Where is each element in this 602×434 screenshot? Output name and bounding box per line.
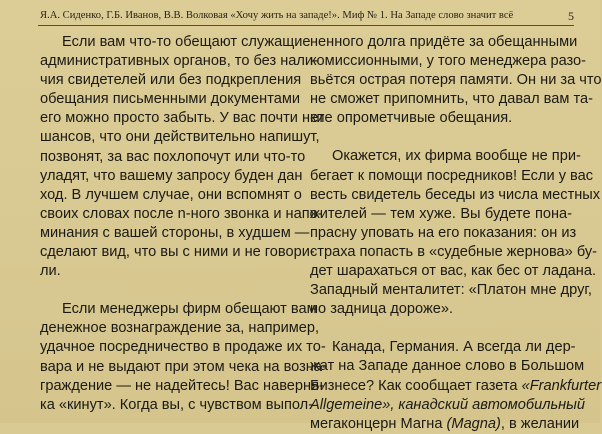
newspaper-name-italic: «Frankfurter bbox=[521, 377, 602, 394]
paragraph bbox=[40, 33, 325, 281]
text-line: удачное посредничество в продаже их то- bbox=[40, 339, 326, 356]
paragraph bbox=[310, 338, 602, 433]
running-header-title: Я.А. Сиденко, Г.Б. Иванов, В.В. Волковая «Хочу жить на западе!». Миф № 1. На Западе слово значит всё bbox=[40, 10, 514, 21]
text-line: весть свидетель беседы из числа местных bbox=[310, 186, 601, 203]
page-number: 5 bbox=[568, 9, 574, 23]
text-line: минания с вашей стороны, в худшем — bbox=[40, 224, 310, 241]
text-line: ненного долга придёте за обещанными bbox=[310, 34, 578, 50]
text-line: шансов, что они действительно напишут, bbox=[40, 129, 320, 146]
brand-name-italic: (Magna) bbox=[446, 415, 501, 432]
text-line: сделают вид, что вы с ними и не говори- bbox=[40, 244, 315, 261]
text-line: прасну уповать на его показания: он из bbox=[310, 224, 577, 241]
text-line: граждение — не надейтесь! Вас наверня- bbox=[40, 377, 324, 394]
newspaper-name-italic-cont: Allgemeine», канадский автомобильный bbox=[310, 396, 586, 413]
text-line: позвонят, за вас похлопочут или что-то bbox=[40, 148, 306, 165]
text-fragment: Бизнесе? Как сообщает газета bbox=[310, 377, 518, 394]
text-line: бегает к помощи посредников! Если у вас bbox=[310, 167, 594, 184]
text-line: вара и не выдают при этом чека на возна- bbox=[40, 358, 327, 375]
text-line: Западный менталитет: «Платон мне друг, bbox=[310, 282, 592, 299]
text-line: денежное вознаграждение за, например, bbox=[40, 320, 320, 337]
text-line-with-italic bbox=[310, 377, 602, 396]
text-line: но задница дороже». bbox=[310, 301, 454, 318]
text-line: Канада, Германия. А всегда ли дер- bbox=[332, 339, 576, 356]
text-line: Если менеджеры фирм обещают вам bbox=[62, 301, 317, 318]
text-line: Если вам что-то обещают служащие bbox=[62, 34, 311, 50]
text-line: административных органов, то без нали- bbox=[40, 53, 318, 70]
right-column bbox=[310, 33, 602, 434]
text-line: ка «кинут». Когда вы, с чувством выпол- bbox=[40, 396, 314, 413]
text-line: не сможет припомнить, что давал вам та- bbox=[310, 91, 593, 108]
text-line: дет шарахаться от вас, как бес от ладана. bbox=[310, 263, 597, 280]
text-line: его можно просто забыть. У вас почти нет bbox=[40, 110, 325, 127]
text-line: страха попасть в «судебные жернова» бу- bbox=[310, 243, 598, 260]
text-line: Окажется, их фирма вообще не при- bbox=[332, 148, 581, 165]
text-line: ход. В лучшем случае, они вспомнят о bbox=[40, 186, 302, 203]
text-line: жат на Западе данное слово в Большом bbox=[310, 358, 585, 375]
text-line: своих словах после n-ного звонка и напо- bbox=[40, 205, 323, 222]
text-line: чия свидетелей или без подкрепления bbox=[40, 72, 302, 89]
text-line: уладят, что вашему запросу буден дан bbox=[40, 167, 303, 184]
text-line: кие опрометчивые обещания. bbox=[310, 110, 513, 127]
text-line-with-italic bbox=[310, 415, 580, 434]
paragraph bbox=[310, 147, 601, 319]
paragraph bbox=[310, 33, 602, 128]
text-fragment: , в желании bbox=[500, 415, 580, 432]
text-line: обещания письменными документами bbox=[40, 91, 301, 108]
text-line-with-italic bbox=[310, 396, 586, 415]
left-column bbox=[40, 33, 327, 415]
text-line: вьётся острая потеря памяти. Он ни за что bbox=[310, 72, 602, 89]
text-line: ли. bbox=[40, 263, 61, 280]
header-rule bbox=[38, 25, 574, 26]
paragraph bbox=[40, 300, 327, 415]
text-line: комиссионными, у того менеджера разо- bbox=[310, 53, 587, 70]
text-fragment: мегаконцерн Магна bbox=[310, 415, 443, 432]
text-line: жителей — тем хуже. Вы будете пона- bbox=[310, 205, 572, 222]
